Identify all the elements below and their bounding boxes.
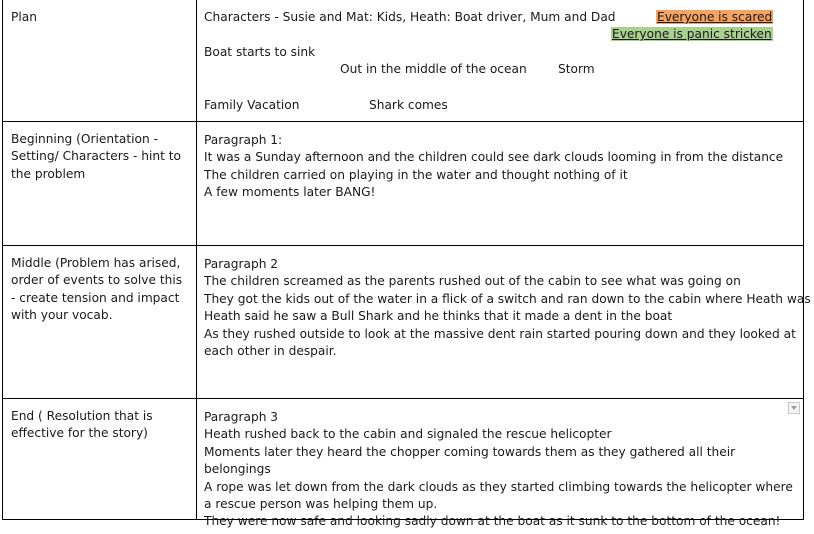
paragraph-heading: Paragraph 3: [204, 410, 279, 424]
plan-characters: Characters - Susie and Mat: Kids, Heath: Boat driver, Mum and Dad: [204, 10, 616, 24]
plan-ocean-note: Out in the middle of the ocean: [340, 62, 527, 76]
beginning-row: [3, 122, 804, 246]
plan-vacation-note: Family Vacation: [204, 98, 300, 112]
middle-text: [204, 256, 811, 360]
beginning-text: [204, 132, 802, 202]
end-text: [204, 409, 802, 531]
chevron-down-icon[interactable]: [788, 402, 800, 414]
story-plan-table: [2, 0, 811, 529]
paragraph-line: As they rushed outside to look at the massive dent rain started pouring down and they looked at each other in despair.: [204, 326, 796, 359]
end-row: [3, 399, 804, 529]
paragraph-line: A few moments later BANG!: [204, 185, 376, 200]
paragraph-line: Heath rushed back to the cabin and signaled the rescue helicopter: [204, 427, 612, 442]
paragraph-heading: Paragraph 1:: [204, 133, 283, 147]
paragraph-line: A rope was let down from the dark clouds as they started climbing towards the helicopter where a rescue person was helping them up.: [204, 479, 793, 512]
paragraph-line: It was a Sunday afternoon and the children could see dark clouds looming in from the distance: [204, 150, 784, 165]
paragraph-line: They got the kids out of the water in a flick of a switch and ran down to the cabin where Heath was: [204, 291, 811, 306]
paragraph-line: They were now safe and looking sadly down at the boat as it sunk to the bottom of the ocean!: [204, 514, 781, 529]
plan-label: Plan: [11, 10, 37, 24]
beginning-label: Beginning (Orientation - Setting/ Characters - hint to the problem: [11, 132, 182, 181]
end-label: End ( Resolution that is effective for the story): [11, 409, 153, 441]
paragraph-line: The children carried on playing in the water and thought nothing of it: [204, 167, 628, 182]
paragraph-line: The children screamed as the parents rushed out of the cabin to see what was going on: [204, 274, 741, 289]
plan-storm-note: Storm: [558, 62, 595, 76]
paragraph-heading: Paragraph 2: [204, 257, 279, 271]
paragraph-line: Moments later they heard the chopper coming towards them as they gathered all their belongings: [204, 444, 736, 477]
plan-row: [3, 0, 804, 122]
middle-label: Middle (Problem has arised, order of events to solve this - create tension and impact with your vocab.: [11, 256, 183, 323]
plan-scared-note: Everyone is scared: [657, 10, 773, 24]
plan-panic-note: Everyone is panic stricken: [612, 27, 772, 41]
paragraph-line: Heath said he saw a Bull Shark and he thinks that it made a dent in the boat: [204, 309, 673, 324]
plan-shark-note: Shark comes: [369, 98, 448, 112]
plan-sink-note: Boat starts to sink: [204, 45, 316, 59]
middle-row: [3, 246, 811, 399]
